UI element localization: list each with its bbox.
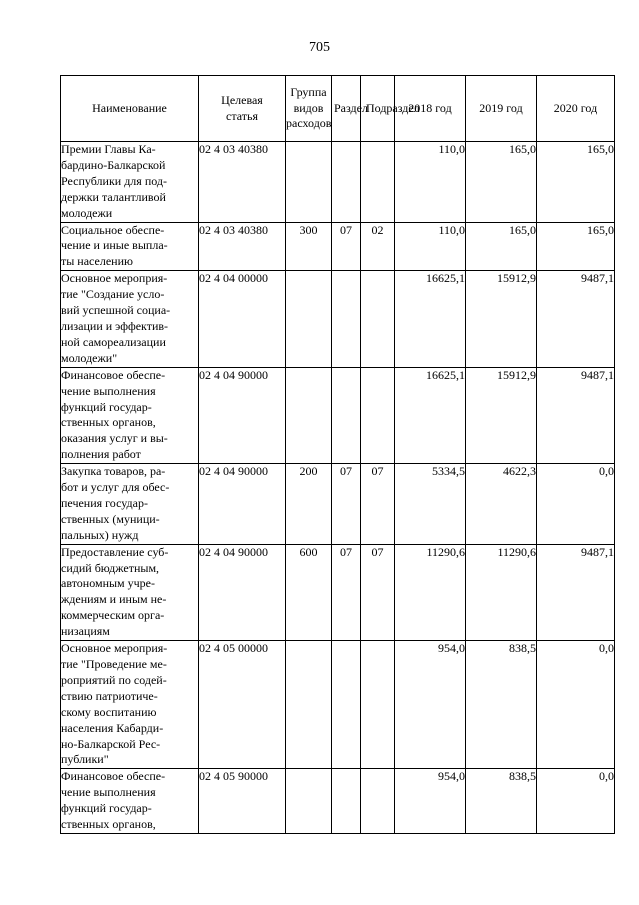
expense-group-cell: 200 [286, 464, 332, 545]
row-name-cell [61, 222, 199, 271]
row-name-line: ственных (муници- [61, 511, 160, 526]
row-name-line: Республики для под- [61, 173, 167, 188]
row-name-line: Социальное обеспе- [61, 222, 165, 237]
value-2018-cell: 11290,6 [395, 544, 466, 640]
row-name-line: ты населению [61, 254, 133, 269]
expense-group-cell [286, 641, 332, 769]
table-row [61, 769, 615, 834]
target-article-cell: 02 4 05 90000 [199, 769, 286, 834]
header-target-article: Целевая статья [199, 76, 286, 142]
section-cell [332, 641, 361, 769]
target-article-cell: 02 4 03 40380 [199, 142, 286, 223]
subsection-cell: 02 [361, 222, 395, 271]
row-name-line: Основное мероприя- [61, 641, 168, 656]
section-cell [332, 271, 361, 367]
value-2020-cell: 9487,1 [537, 544, 615, 640]
row-name-line: полнения работ [61, 447, 141, 462]
subsection-cell: 07 [361, 464, 395, 545]
row-name-cell [61, 367, 199, 463]
table-row [61, 464, 615, 545]
value-2018-cell: 16625,1 [395, 367, 466, 463]
row-name-line: оказания услуг и вы- [61, 431, 168, 446]
row-name-line: роприятий по содей- [61, 672, 167, 687]
value-2019-cell: 165,0 [466, 222, 537, 271]
target-article-cell: 02 4 04 90000 [199, 544, 286, 640]
row-name-line: держки талантливой [61, 189, 166, 204]
value-2019-cell: 838,5 [466, 769, 537, 834]
value-2020-cell: 165,0 [537, 142, 615, 223]
row-name-line: Финансовое обеспе- [61, 769, 166, 784]
header-expense-group: Группа видов расходов [286, 76, 332, 142]
value-2020-cell: 9487,1 [537, 271, 615, 367]
table-row [61, 367, 615, 463]
value-2020-cell: 165,0 [537, 222, 615, 271]
value-2020-cell: 0,0 [537, 464, 615, 545]
table-row [61, 271, 615, 367]
row-name-cell [61, 544, 199, 640]
row-name-line: низациям [61, 624, 110, 639]
row-name-line: сидий бюджетным, [61, 560, 160, 575]
value-2019-cell: 838,5 [466, 641, 537, 769]
target-article-cell: 02 4 04 90000 [199, 464, 286, 545]
value-2018-cell: 954,0 [395, 769, 466, 834]
row-name-cell [61, 142, 199, 223]
section-cell [332, 769, 361, 834]
value-2018-cell: 110,0 [395, 142, 466, 223]
row-name-line: ствию патриотиче- [61, 688, 158, 703]
row-name-line: Закупка товаров, ра- [61, 464, 166, 479]
target-article-cell: 02 4 05 00000 [199, 641, 286, 769]
row-name-line: Основное мероприя- [61, 271, 168, 286]
table-row [61, 641, 615, 769]
value-2020-cell: 0,0 [537, 641, 615, 769]
section-cell: 07 [332, 222, 361, 271]
row-name-line: лизации и эффектив- [61, 318, 169, 333]
value-2018-cell: 954,0 [395, 641, 466, 769]
row-name-line: вий успешной социа- [61, 303, 171, 318]
row-name-cell [61, 641, 199, 769]
table-row [61, 222, 615, 271]
header-section: Раздел [332, 76, 361, 142]
row-name-line: бот и услуг для обес- [61, 480, 170, 495]
row-name-line: Премии Главы Ка- [61, 142, 156, 156]
row-name-line: печения государ- [61, 495, 148, 510]
row-name-line: коммерческим орга- [61, 608, 165, 623]
row-name-line: скому воспитанию [61, 704, 157, 719]
section-cell [332, 367, 361, 463]
target-article-cell: 02 4 03 40380 [199, 222, 286, 271]
row-name-cell [61, 769, 199, 834]
row-name-line: автономным учре- [61, 576, 156, 591]
table-row [61, 544, 615, 640]
expense-group-cell: 300 [286, 222, 332, 271]
value-2019-cell: 4622,3 [466, 464, 537, 545]
subsection-cell: 07 [361, 544, 395, 640]
subsection-cell [361, 367, 395, 463]
header-name: Наименование [61, 76, 199, 142]
row-name-line: тие "Проведение ме- [61, 657, 167, 671]
table-header-row [61, 76, 615, 142]
section-cell: 07 [332, 464, 361, 545]
value-2019-cell: 15912,9 [466, 271, 537, 367]
row-name-line: публики" [61, 752, 109, 767]
row-name-line: бардино-Балкарской [61, 157, 166, 172]
subsection-cell [361, 142, 395, 223]
row-name-cell [61, 464, 199, 545]
value-2019-cell: 15912,9 [466, 367, 537, 463]
expense-group-cell [286, 142, 332, 223]
section-cell [332, 142, 361, 223]
row-name-line: Предоставление суб- [61, 544, 169, 559]
row-name-cell [61, 271, 199, 367]
row-name-line: тие "Создание усло- [61, 287, 165, 302]
row-name-line: молодежи" [61, 350, 118, 365]
row-name-line: чение и иные выпла- [61, 238, 168, 253]
expense-group-cell [286, 367, 332, 463]
row-name-line: чение выполнения [61, 383, 156, 398]
subsection-cell [361, 271, 395, 367]
row-name-line: функций государ- [61, 399, 152, 414]
value-2019-cell: 165,0 [466, 142, 537, 223]
row-name-line: ственных органов, [61, 817, 156, 832]
section-cell: 07 [332, 544, 361, 640]
table-body [61, 142, 615, 834]
value-2018-cell: 16625,1 [395, 271, 466, 367]
row-name-line: населения Кабарди- [61, 720, 164, 735]
target-article-cell: 02 4 04 90000 [199, 367, 286, 463]
row-name-line: ной самореализации [61, 334, 166, 349]
row-name-line: пальных) нужд [61, 527, 139, 542]
row-name-line: молодежи [61, 205, 113, 220]
header-2018: 2018 год [395, 76, 466, 142]
row-name-line: но-Балкарской Рес- [61, 736, 161, 751]
page-number: 705 [309, 40, 330, 55]
expense-group-cell: 600 [286, 544, 332, 640]
header-2020: 2020 год [537, 76, 615, 142]
subsection-cell [361, 641, 395, 769]
expense-group-cell [286, 769, 332, 834]
header-2019: 2019 год [466, 76, 537, 142]
value-2018-cell: 5334,5 [395, 464, 466, 545]
row-name-line: ственных органов, [61, 415, 156, 430]
value-2019-cell: 11290,6 [466, 544, 537, 640]
row-name-line: ждениям и иным не- [61, 592, 167, 607]
row-name-line: чение выполнения [61, 785, 156, 800]
target-article-cell: 02 4 04 00000 [199, 271, 286, 367]
header-subsection: Подраздел [361, 76, 395, 142]
value-2018-cell: 110,0 [395, 222, 466, 271]
row-name-line: Финансовое обеспе- [61, 367, 166, 382]
budget-table [60, 75, 615, 834]
subsection-cell [361, 769, 395, 834]
table-row [61, 142, 615, 223]
expense-group-cell [286, 271, 332, 367]
row-name-line: функций государ- [61, 801, 152, 816]
value-2020-cell: 9487,1 [537, 367, 615, 463]
value-2020-cell: 0,0 [537, 769, 615, 834]
